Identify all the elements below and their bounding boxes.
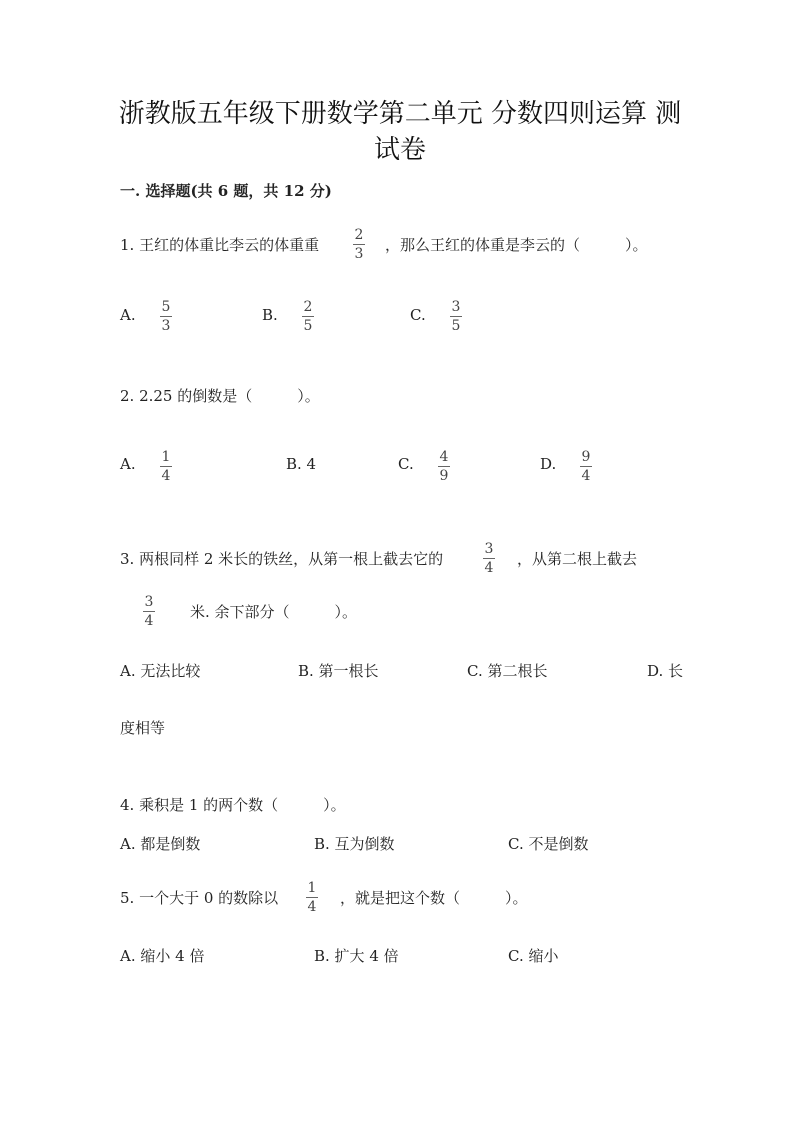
fraction-bar [302, 316, 314, 317]
q1-option-c-fraction [450, 299, 462, 334]
fraction-numerator: 2 [354, 227, 364, 243]
fraction-denominator: 3 [161, 318, 171, 334]
q2-option-c-fraction [438, 449, 450, 484]
question-3-text-middle: ，从第二根上截去 [517, 550, 638, 568]
fraction-numerator: 1 [161, 449, 171, 465]
fraction-bar [160, 316, 172, 317]
q1-option-b-fraction [302, 299, 314, 334]
question-5-text-after: ，就是把这个数（ ）。 [340, 889, 528, 907]
fraction-numerator: 5 [161, 299, 171, 315]
q2-option-c-label[interactable]: C. [398, 455, 414, 473]
question-5-text: 5. 一个大于 0 的数除以 [120, 889, 279, 907]
q4-option-b[interactable]: B. 互为倒数 [314, 835, 395, 853]
fraction-bar [160, 466, 172, 467]
question-4-text: 4. 乘积是 1 的两个数（ ）。 [120, 796, 346, 814]
fraction-bar [143, 611, 155, 612]
q3-option-b[interactable]: B. 第一根长 [298, 662, 379, 680]
fraction-numerator: 3 [144, 594, 154, 610]
question-5-fraction [306, 880, 318, 915]
fraction-denominator: 4 [307, 899, 317, 915]
title-line-1: 浙教版五年级下册数学第二单元 分数四则运算 测 [118, 99, 682, 129]
page-title [100, 96, 700, 168]
fraction-bar [580, 466, 592, 467]
q2-option-b[interactable]: B. 4 [286, 455, 317, 473]
question-1-text: 1. 王红的体重比李云的体重重 [120, 236, 320, 254]
q1-option-b-label[interactable]: B. [262, 306, 278, 324]
fraction-denominator: 4 [144, 613, 154, 629]
q3-option-d-wrap: 度相等 [120, 719, 166, 737]
q3-option-d[interactable]: D. 长 [647, 662, 684, 680]
fraction-numerator: 3 [451, 299, 461, 315]
q4-option-c[interactable]: C. 不是倒数 [508, 835, 589, 853]
q1-option-a-fraction [160, 299, 172, 334]
question-3-text: 3. 两根同样 2 米长的铁丝，从第一根上截去它的 [120, 550, 444, 568]
q1-option-c-label[interactable]: C. [410, 306, 426, 324]
q1-option-a-label[interactable]: A. [120, 306, 136, 324]
fraction-denominator: 4 [581, 468, 591, 484]
q5-option-c[interactable]: C. 缩小 [508, 947, 559, 965]
section-heading: 一. 选择题(共 6 题，共 12 分) [120, 182, 332, 200]
fraction-bar [438, 466, 450, 467]
q5-option-b[interactable]: B. 扩大 4 倍 [314, 947, 399, 965]
fraction-numerator: 4 [439, 449, 449, 465]
question-1-fraction [353, 227, 365, 262]
fraction-denominator: 3 [354, 246, 364, 262]
q2-option-a-label[interactable]: A. [120, 455, 136, 473]
fraction-numerator: 2 [303, 299, 313, 315]
question-3-fraction-2 [143, 594, 155, 629]
q2-option-d-label[interactable]: D. [540, 455, 557, 473]
fraction-numerator: 9 [581, 449, 591, 465]
question-3-fraction-1 [483, 541, 495, 576]
question-1-text-after: ，那么王红的体重是李云的（ ）。 [385, 236, 648, 254]
q2-option-a-fraction [160, 449, 172, 484]
title-line-2: 试卷 [373, 135, 426, 165]
fraction-bar [483, 558, 495, 559]
fraction-denominator: 4 [161, 468, 171, 484]
q3-option-a[interactable]: A. 无法比较 [120, 662, 201, 680]
q5-option-a[interactable]: A. 缩小 4 倍 [120, 947, 205, 965]
fraction-denominator: 5 [451, 318, 461, 334]
question-2-text: 2. 2.25 的倒数是（ ）。 [120, 387, 320, 405]
fraction-numerator: 3 [484, 541, 494, 557]
fraction-denominator: 5 [303, 318, 313, 334]
fraction-bar [306, 897, 318, 898]
fraction-denominator: 9 [439, 468, 449, 484]
fraction-bar [450, 316, 462, 317]
question-3-text-after: 米. 余下部分（ ）。 [190, 603, 358, 621]
q3-option-c[interactable]: C. 第二根长 [467, 662, 548, 680]
fraction-numerator: 1 [307, 880, 317, 896]
fraction-denominator: 4 [484, 560, 494, 576]
q4-option-a[interactable]: A. 都是倒数 [120, 835, 201, 853]
fraction-bar [353, 244, 365, 245]
q2-option-d-fraction [580, 449, 592, 484]
